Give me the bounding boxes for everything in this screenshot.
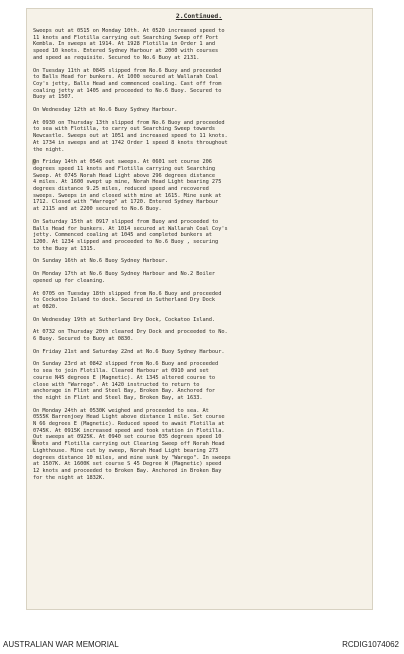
- paragraph: On Monday 24th at 0530K weighed and proceeded to sea. At 0555K Barrenjoey Head Light above distance 1 mile. Set course N 66 degrees E (Magnetic). Reduced speed to await Flotilla at 0745K. At 0915K increased speed and took station in Flotilla. Out sweeps at 0925K. At 0940 set course 035 degrees speed 10 knots and Flotilla carrying out Clearing Sweep off Norah Head Lighthouse. Mine cut by sweep, Norah Head Light bearing 273 degrees distance 10 miles, and mine sunk by "Warego". In sweeps at 1507K. At 1600K set course S 45 Degree W (Magnetic) speed 12 knots and proceeded to Broken Bay. Anchored in Broken Bay for the night at 1832K.: [33, 407, 231, 481]
- paragraph: On Sunday 23rd at 0842 slipped from No.6 Buoy and proceeded to sea to join Flotilla. Cleared Harbour at 0910 and set course N45 degrees E (Magnetic). At 1345 altered course to close with "Warrego". At 1420 instructed to return to anchorage in Flint and Steel Bay, Broken Bay. Anchored for the night in Flint and Steel Bay, Broken Bay, at 1633.: [33, 361, 219, 401]
- paragraph: At 0705 on Tuesday 18th slipped from No.6 Buoy and proceeded to Cockatoo Island to dock. Secured in Sutherland Dry Dock at 0820.: [33, 290, 222, 310]
- record-id: RCDIG1074062: [342, 640, 399, 649]
- paragraph: At 0930 on Thursday 13th slipped from No.6 Buoy and proceeded to sea with Flotilla, to carry out Searching Sweep towards Newcastle. Sweeps out at 1051 and increased speed to 11 knots. At 1734 in sweeps and at 1742 Order 1 speed 8 knots throughout the night.: [33, 119, 228, 153]
- paragraph: On Friday 14th at 0546 out sweeps. At 0601 set course 206 degrees speed 11 knots and Flotilla carrying out Searching Sweep. At 0745 Norah Head Light above 296 degrees distance 4 miles. At 1600 swept up mine, Norah Head Light bearing 275 degrees distance 9.25 miles, reduced speed and recovered sweeps. Sweeps in and closed with mine at 1615. Mine sunk at 1712. Closed with "Warrego" at 1720. Entered Sydney Harbour at 2115 and at 2200 secured to No.6 Buoy.: [33, 159, 222, 213]
- archive-name: AUSTRALIAN WAR MEMORIAL: [3, 640, 119, 649]
- typed-text-block: [33, 12, 365, 487]
- paragraph: On Tuesday 11th at 0845 slipped from No.6 Buoy and proceeded to Balls Head for bunkers. At 1000 secured at Wallarah Coal Coy's jetty, Balls Head and commenced coaling. Cast off from coaling jetty at 1405 and proceeded to No.6 Buoy. Secured to Buoy at 1507.: [33, 67, 222, 101]
- paragraph: On Saturday 15th at 0917 slipped from Buoy and proceeded to Balls Head for bunkers. At 1014 secured at Wallarah Coal Coy's jetty. Commenced coaling at 1045 and completed bunkers at 1200. At 1234 slipped and proceeded to No.6 Buoy , securing to the Buoy at 1315.: [33, 218, 228, 252]
- paragraph: At 0732 on Thursday 20th cleared Dry Dock and proceeded to No. 6 Buoy. Secured to Buoy at 0830.: [33, 329, 228, 343]
- paragraph: On Wednesday 19th at Sutherland Dry Dock, Cockatoo Island.: [33, 316, 216, 323]
- archive-footer: [0, 636, 404, 654]
- paragraph: Sweeps out at 0515 on Monday 10th. At 0520 increased speed to 11 knots and Flotilla carrying out Searching Sweep off Port Kembla. In sweeps at 1914. At 1928 Flotilla in Order 1 and speed 10 knots. Entered Sydney Harbour at 2000 with courses and speed as requisite. Secured to No.6 Buoy at 2131.: [33, 28, 225, 61]
- section-heading: 2.Continued.: [175, 12, 223, 20]
- paragraph: On Wednesday 12th at No.6 Buoy Sydney Harbour.: [33, 107, 178, 114]
- paragraph: On Sunday 16th at No.6 Buoy Sydney Harbour.: [33, 258, 168, 265]
- document-page: [26, 8, 373, 610]
- paragraph: On Monday 17th at No.6 Buoy Sydney Harbour and No.2 Boiler opened up for cleaning.: [33, 271, 216, 284]
- paragraph: On Friday 21st and Saturday 22nd at No.6 Buoy Sydney Harbour.: [33, 348, 225, 355]
